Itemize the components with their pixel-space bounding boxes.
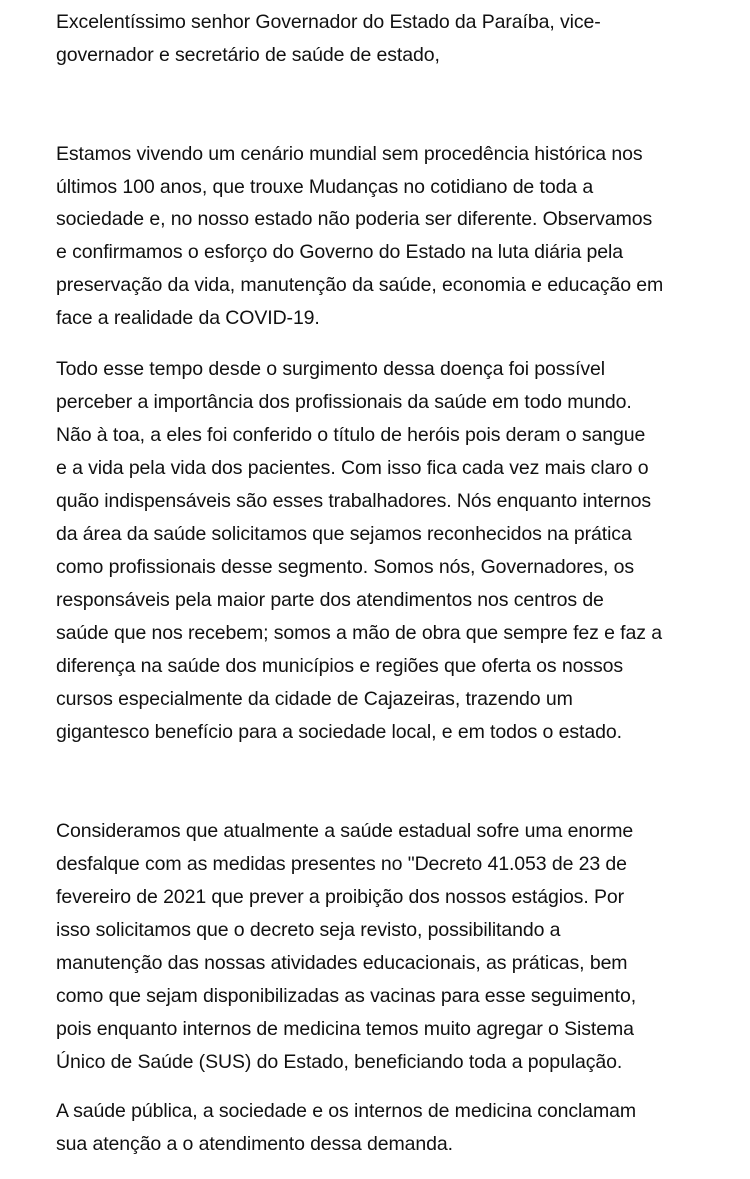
text-line: responsáveis pela maior parte dos atendimentos nos centros de — [56, 589, 604, 611]
text-line: fevereiro de 2021 que prever a proibição dos nossos estágios. Por — [56, 886, 625, 908]
text-line: A saúde pública, a sociedade e os internos de medicina conclamam — [56, 1100, 637, 1122]
text-line: cursos especialmente da cidade de Cajazeiras, trazendo um — [56, 688, 573, 710]
text-line: da área da saúde solicitamos que sejamos reconhecidos na prática — [56, 523, 632, 545]
text-line: gigantesco benefício para a sociedade local, e em todos o estado. — [56, 721, 622, 743]
text-line: e a vida pela vida dos pacientes. Com isso fica cada vez mais claro o — [56, 457, 649, 479]
text-line: diferença na saúde dos municípios e regiões que oferta os nossos — [56, 655, 624, 677]
text-line: Excelentíssimo senhor Governador do Estado da Paraíba, vice- — [56, 11, 601, 33]
text-line: sua atenção a o atendimento dessa demanda. — [56, 1133, 453, 1155]
text-line: Estamos vivendo um cenário mundial sem procedência histórica nos — [56, 143, 643, 165]
text-line: preservação da vida, manutenção da saúde, economia e educação em — [56, 274, 664, 296]
text-line: perceber a importância dos profissionais da saúde em todo mundo. — [56, 391, 632, 413]
text-line: manutenção das nossas atividades educacionais, as práticas, bem — [56, 952, 628, 974]
text-line: sociedade e, no nosso estado não poderia ser diferente. Observamos — [56, 208, 653, 230]
text-line: como que sejam disponibilizadas as vacinas para esse seguimento, — [56, 985, 637, 1007]
text-line: Consideramos que atualmente a saúde estadual sofre uma enorme — [56, 820, 634, 842]
text-line: saúde que nos recebem; somos a mão de obra que sempre fez e faz a — [56, 622, 662, 644]
text-line: governador e secretário de saúde de estado, — [56, 44, 440, 66]
text-line: quão indispensáveis são esses trabalhadores. Nós enquanto internos — [56, 490, 652, 512]
text-line: e confirmamos o esforço do Governo do Estado na luta diária pela — [56, 241, 624, 263]
text-line: face a realidade da COVID-19. — [56, 307, 320, 329]
text-line: Não à toa, a eles foi conferido o título de heróis pois deram o sangue — [56, 424, 646, 446]
text-line: desfalque com as medidas presentes no "Decreto 41.053 de 23 de — [56, 853, 627, 875]
text-line: Único de Saúde (SUS) do Estado, beneficiando toda a população. — [56, 1051, 623, 1073]
text-line: últimos 100 anos, que trouxe Mudanças no cotidiano de toda a — [56, 176, 594, 198]
text-line: isso solicitamos que o decreto seja revisto, possibilitando a — [56, 919, 561, 941]
text-line: Todo esse tempo desde o surgimento dessa doença foi possível — [56, 358, 606, 380]
text-line: como profissionais desse segmento. Somos nós, Governadores, os — [56, 556, 635, 578]
text-line: pois enquanto internos de medicina temos muito agregar o Sistema — [56, 1018, 634, 1040]
